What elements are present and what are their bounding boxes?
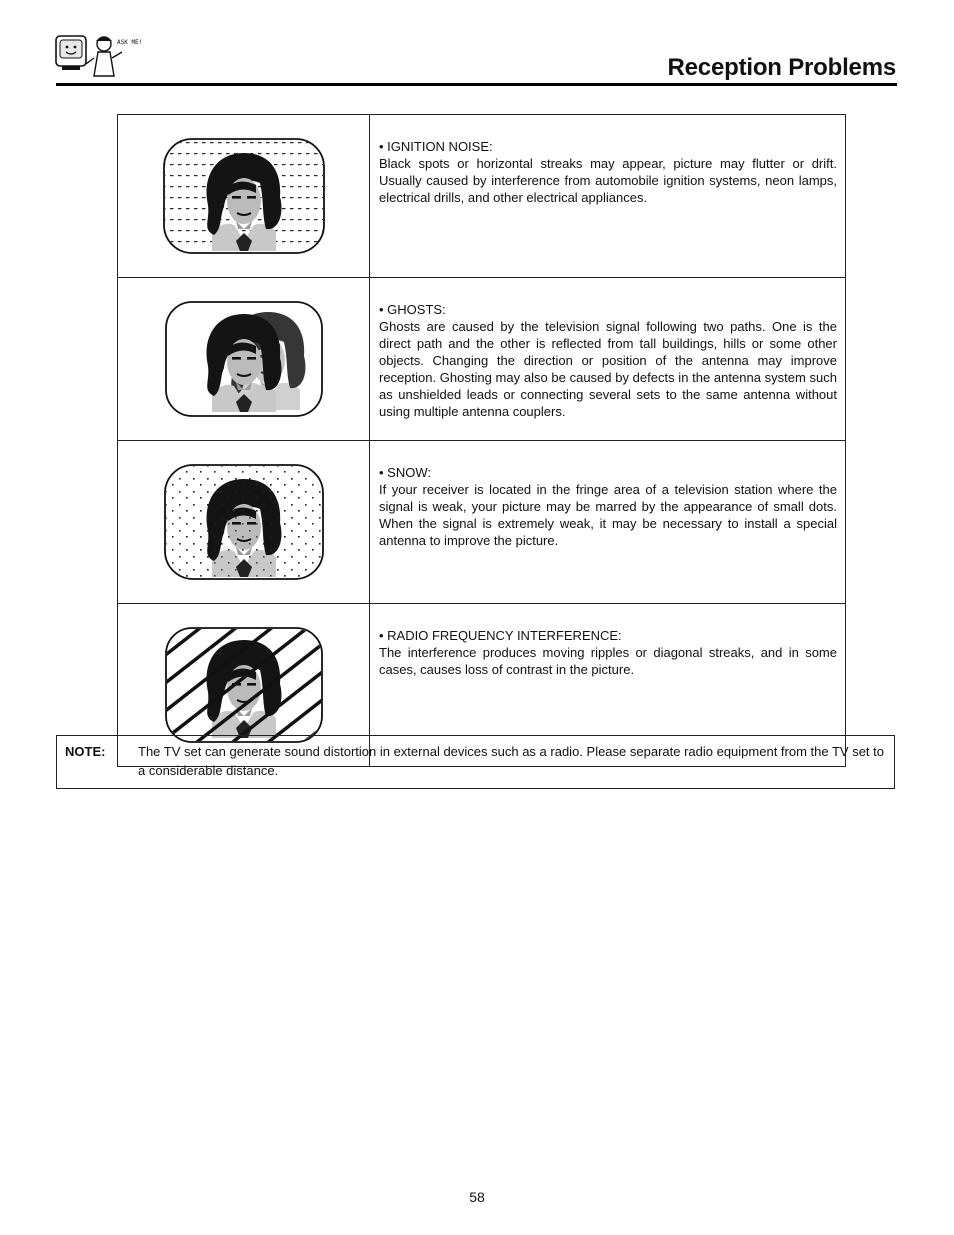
problem-text-cell: [370, 115, 846, 278]
tv-ignition-noise-icon: [162, 137, 326, 255]
tv-radio-interference-icon: [164, 626, 324, 744]
page-title: Reception Problems: [667, 54, 896, 81]
ask-me-logo: [54, 30, 143, 78]
problem-heading: • GHOSTS:: [379, 302, 446, 317]
note-label: NOTE:: [65, 744, 106, 759]
image-cell: [118, 441, 370, 604]
ask-me-mascot-icon: [54, 30, 143, 78]
problem-text-cell: [370, 441, 846, 604]
tv-ghosts-icon: [164, 300, 324, 418]
tv-snow-icon: [163, 463, 325, 581]
header-divider: [56, 83, 897, 86]
problem-text-cell: [370, 278, 846, 441]
problem-heading: • RADIO FREQUENCY INTERFERENCE:: [379, 628, 622, 643]
problem-description: Black spots or horizontal streaks may appear, picture may flutter or drift. Usually caused by interference from automobile ignition systems, neon lamps, electrical drills, and other electrical appliances.: [379, 156, 837, 205]
problem-heading: • SNOW:: [379, 465, 431, 480]
page-number: 58: [469, 1189, 485, 1205]
problem-description: Ghosts are caused by the television signal following two paths. One is the direct path and the other is reflected from tall buildings, hills or some other objects. Changing the direction or position of the antenna may improve reception. Ghosting may also be caused by defects in the antenna system such as unshielded leads or connecting several sets to the same antenna without using multiple antenna couplers.: [379, 319, 837, 419]
problem-heading: • IGNITION NOISE:: [379, 139, 493, 154]
note-text: The TV set can generate sound distortion in external devices such as a radio. Please separate radio equipment from the TV set to a considerable distance.: [138, 744, 885, 778]
image-cell: [118, 278, 370, 441]
table-row: [118, 115, 846, 278]
table-row: [118, 278, 846, 441]
logo-text: ASK ME!: [117, 39, 143, 46]
problem-description: The interference produces moving ripples or diagonal streaks, and in some cases, causes loss of contrast in the picture.: [379, 645, 837, 677]
reception-problems-table: [117, 114, 846, 767]
note-box: [56, 735, 895, 789]
image-cell: [118, 115, 370, 278]
problem-description: If your receiver is located in the fringe area of a television station where the signal is weak, your picture may be marred by the appearance of small dots. When the signal is extremely weak, it may be necessary to install a special antenna to improve the picture.: [379, 482, 837, 548]
table-row: [118, 441, 846, 604]
